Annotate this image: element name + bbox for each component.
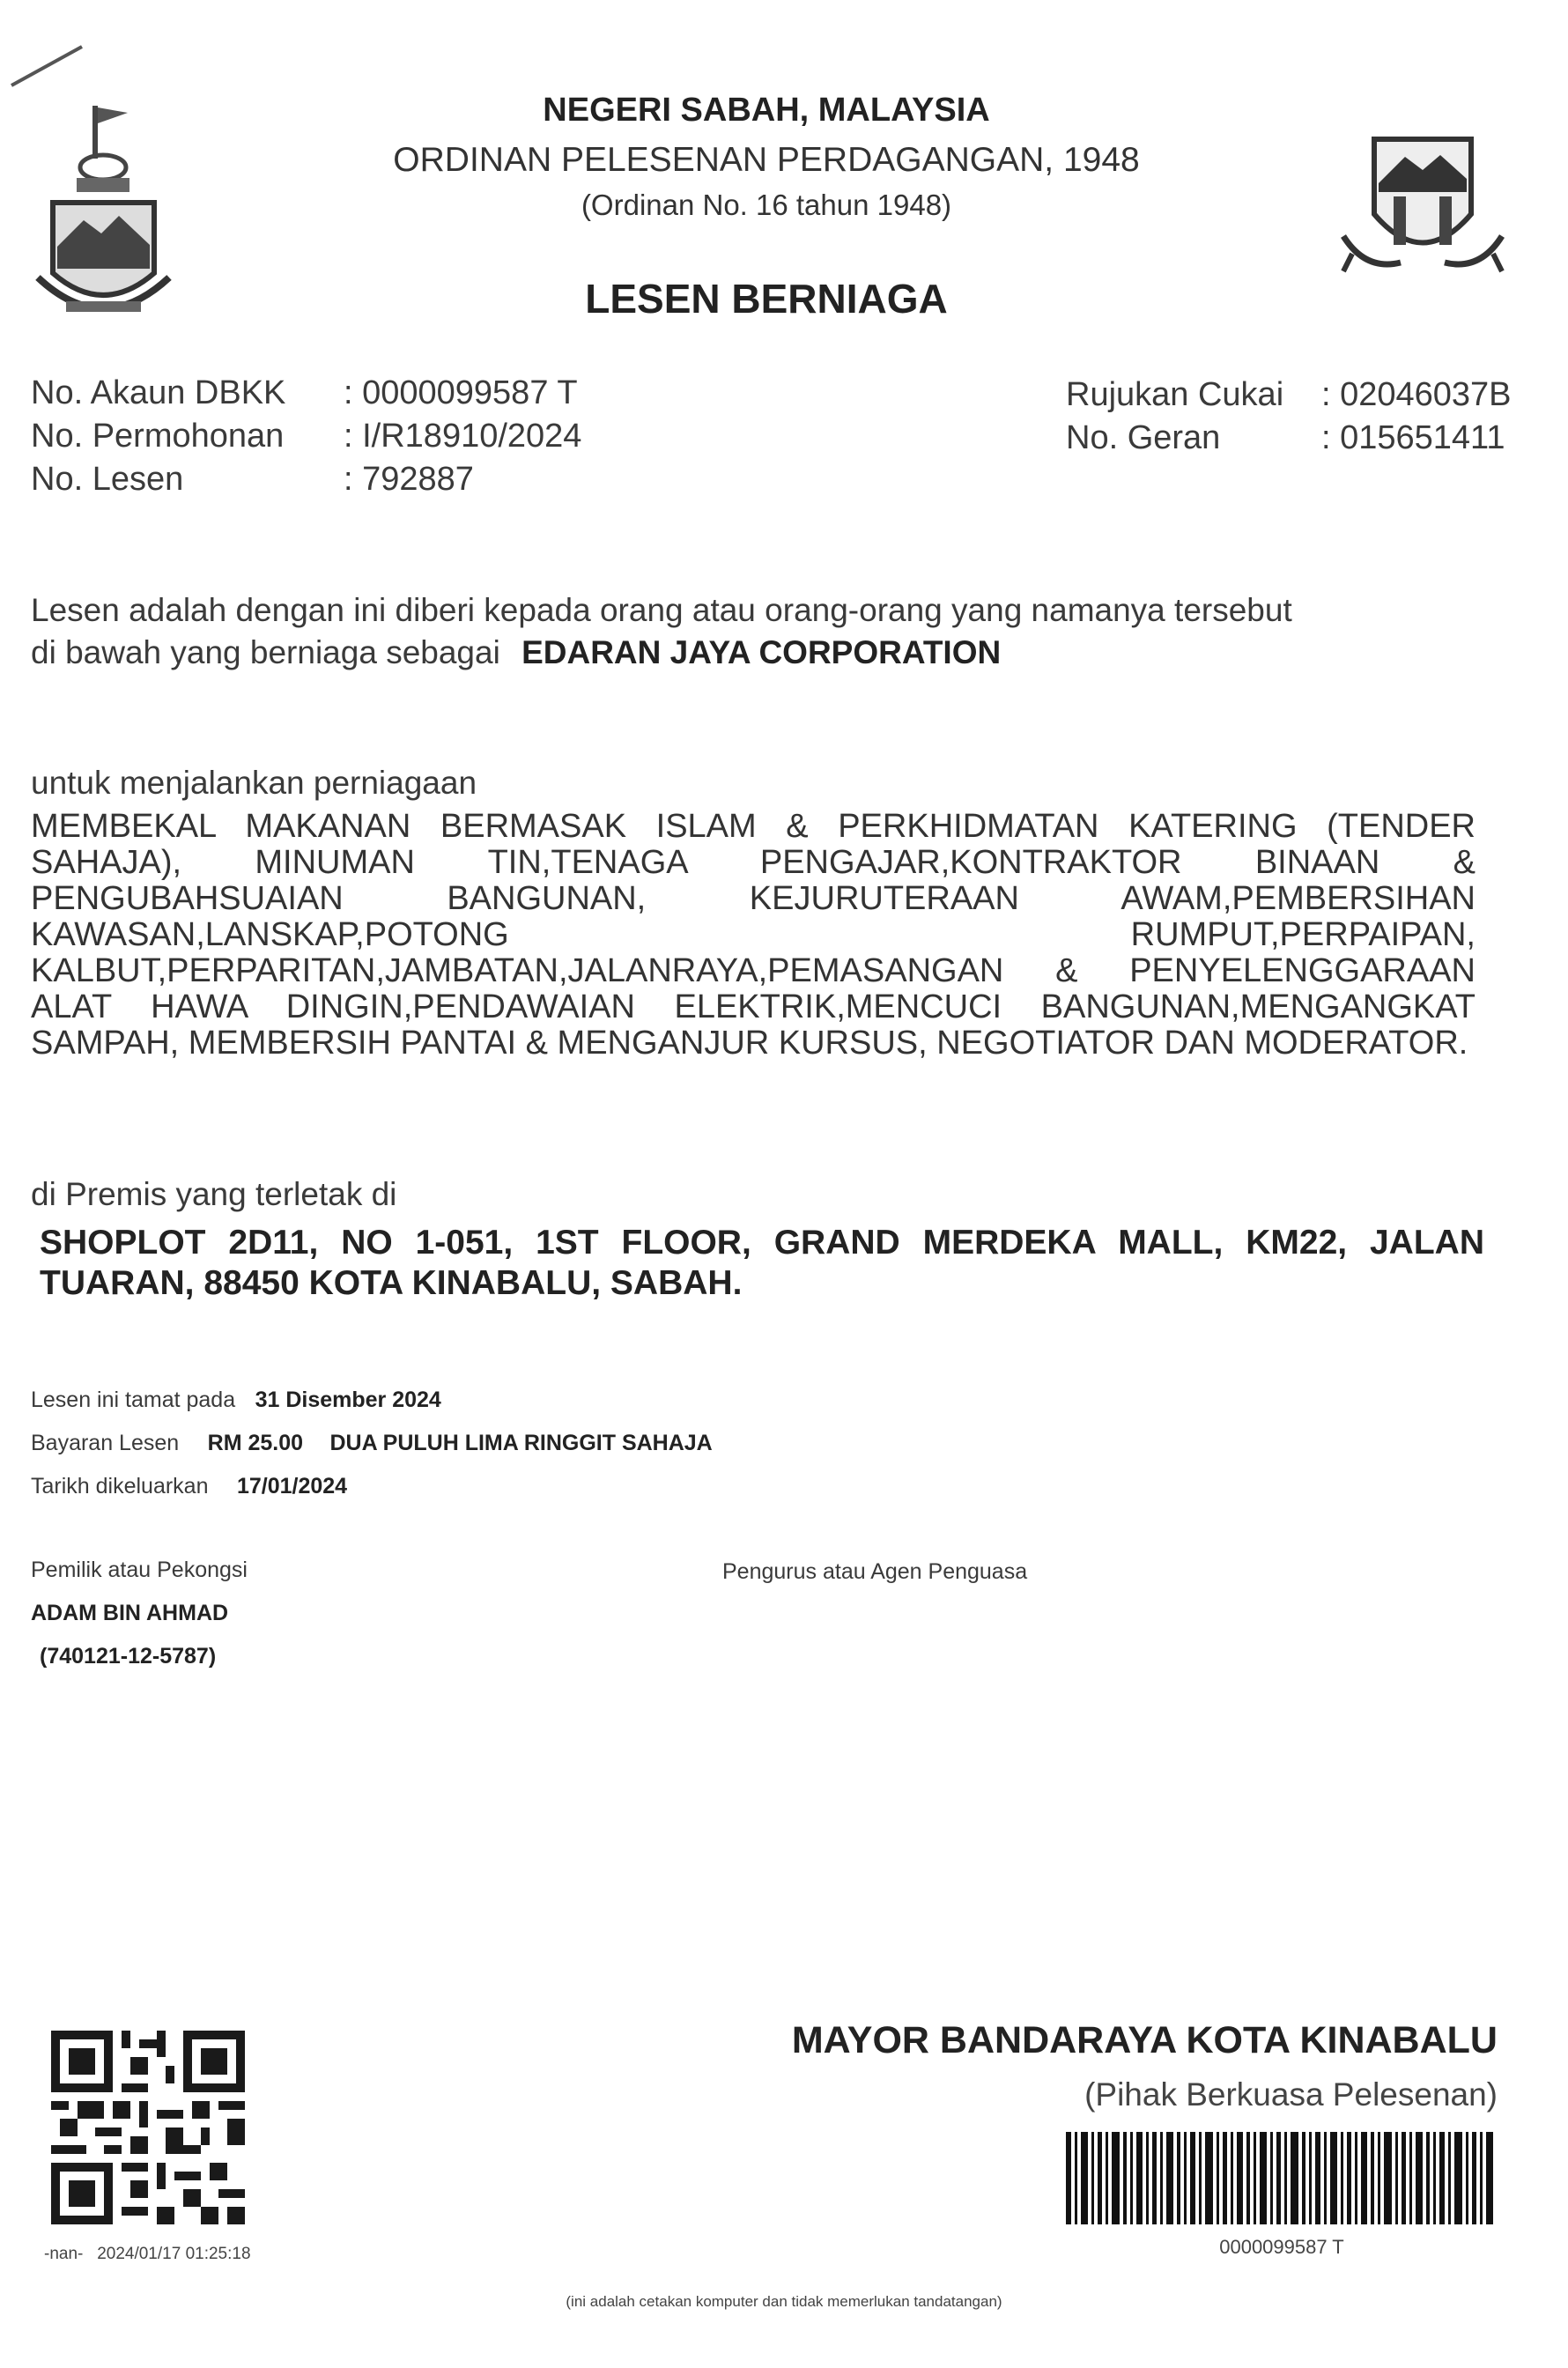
info-label: No. Geran bbox=[1066, 419, 1221, 456]
fee-words: DUA PULUH LIMA RINGGIT SAHAJA bbox=[329, 1431, 713, 1455]
info-value: : I/R18910/2024 bbox=[344, 418, 582, 455]
expiry-row bbox=[31, 1388, 441, 1413]
barcode-text: 0000099587 T bbox=[1219, 2236, 1344, 2258]
authority-subtitle: (Pihak Berkuasa Pelesenan) bbox=[1084, 2076, 1498, 2113]
info-row-license bbox=[31, 461, 474, 499]
info-label: No. Lesen bbox=[31, 461, 184, 498]
fee-row bbox=[31, 1431, 713, 1456]
grant-line-1: Lesen adalah dengan ini diberi kepada orang atau orang-orang yang namanya tersebut bbox=[31, 592, 1292, 628]
business-description: MEMBEKAL MAKANAN BERMASAK ISLAM & PERKHIDMATAN KATERING (TENDER SAHAJA), MINUMAN TIN,TENAGA PENGAJAR,KONTRAKTOR BINAAN & PENGUBAHSUAIAN BANGUNAN, KEJURUTERAAN AWAM,PEMBERSIHAN KAWASAN,LANSKAP,POTONG RUMPUT,PERPAIPAN, KALBUT,PERPARITAN,JAMBATAN,JALANRAYA,PEMASANGAN & PENYELENGGARAAN ALAT HAWA DINGIN,PENDAWAIAN ELEKTRIK,MENCUCI BANGUNAN,MENGANGKAT SAMPAH, MEMBERSIH PANTAI & MENGANJUR KURSUS, NEGOTIATOR DAN MODERATOR. bbox=[31, 808, 1476, 1062]
barcode bbox=[1066, 2132, 1498, 2224]
issued-label: Tarikh dikeluarkan bbox=[31, 1474, 209, 1498]
issued-row bbox=[31, 1474, 347, 1499]
info-value: : 0000099587 T bbox=[344, 374, 578, 411]
issued-value: 17/01/2024 bbox=[236, 1474, 348, 1498]
info-row-grant bbox=[1066, 419, 1505, 457]
fee-value: RM 25.00 bbox=[207, 1431, 304, 1455]
qr-caption: -nan- 2024/01/17 01:25:18 bbox=[44, 2245, 251, 2263]
expiry-value: 31 Disember 2024 bbox=[255, 1388, 441, 1412]
pen-mark bbox=[7, 40, 86, 92]
ordinance-number: (Ordinan No. 16 tahun 1948) bbox=[581, 189, 952, 221]
grant-line-2 bbox=[31, 634, 1001, 671]
info-value: : 015651411 bbox=[1321, 419, 1505, 456]
owner-name: ADAM BIN AHMAD bbox=[31, 1601, 229, 1625]
info-label: Rujukan Cukai bbox=[1066, 376, 1284, 413]
info-label: No. Akaun DBKK bbox=[31, 374, 286, 411]
premises-intro: di Premis yang terletak di bbox=[31, 1176, 397, 1212]
document-title: LESEN BERNIAGA bbox=[585, 276, 948, 322]
footer-note: (ini adalah cetakan komputer dan tidak memerlukan tandatangan) bbox=[566, 2293, 1002, 2310]
business-intro: untuk menjalankan perniagaan bbox=[31, 765, 477, 801]
fee-label: Bayaran Lesen bbox=[31, 1431, 180, 1455]
grant-line-2-text: di bawah yang berniaga sebagai bbox=[31, 634, 500, 670]
ordinance-heading: ORDINAN PELESENAN PERDAGANGAN, 1948 bbox=[393, 141, 1140, 179]
info-value: : 02046037B bbox=[1321, 376, 1512, 413]
company-name: EDARAN JAYA CORPORATION bbox=[521, 634, 1002, 670]
info-row-tax bbox=[1066, 376, 1512, 414]
expiry-label: Lesen ini tamat pada bbox=[31, 1388, 236, 1412]
info-label: No. Permohonan bbox=[31, 418, 285, 455]
premises-address: SHOPLOT 2D11, NO 1-051, 1ST FLOOR, GRAND MERDEKA MALL, KM22, JALAN TUARAN, 88450 KOTA KINABALU, SABAH. bbox=[40, 1224, 1484, 1302]
info-value: : 792887 bbox=[344, 461, 474, 498]
owner-ic: (740121-12-5787) bbox=[40, 1644, 217, 1669]
qr-code bbox=[51, 2031, 245, 2224]
owner-label: Pemilik atau Pekongsi bbox=[31, 1558, 248, 1582]
state-heading: NEGERI SABAH, MALAYSIA bbox=[543, 92, 990, 129]
manager-label: Pengurus atau Agen Penguasa bbox=[722, 1559, 1028, 1584]
info-row-application bbox=[31, 418, 581, 455]
authority-title: MAYOR BANDARAYA KOTA KINABALU bbox=[791, 2019, 1498, 2061]
info-row-account bbox=[31, 374, 578, 412]
